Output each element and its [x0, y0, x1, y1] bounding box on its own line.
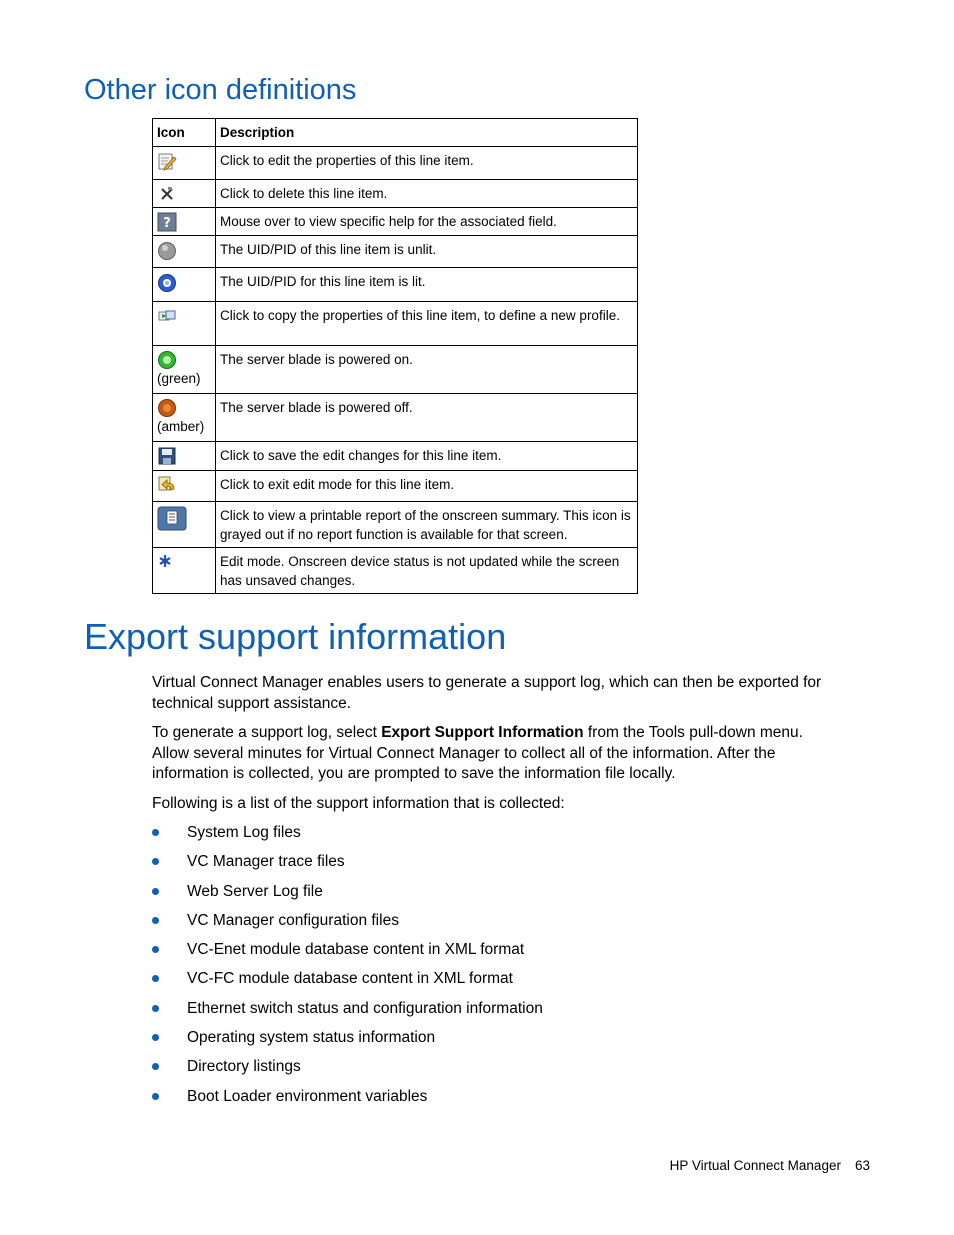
icon-caption: (amber) — [157, 419, 205, 434]
table-row — [153, 346, 638, 394]
power-off-icon — [157, 398, 177, 418]
list-item-text: VC-Enet module database content in XML format — [187, 941, 525, 959]
asterisk-icon — [157, 552, 177, 572]
paragraph-list-intro: Following is a list of the support information that is collected: — [152, 795, 565, 812]
list-item-text: Operating system status information — [187, 1029, 436, 1047]
section-title-icon-definitions: Other icon definitions — [84, 74, 357, 106]
bullet-icon — [152, 1063, 159, 1070]
exit-edit-icon — [157, 475, 177, 495]
copy-icon — [157, 306, 177, 326]
icon-cell — [153, 442, 216, 471]
description-cell: Click to exit edit mode for this line item. — [216, 471, 638, 502]
bullet-icon — [152, 1005, 159, 1012]
description-cell: Click to view a printable report of the onscreen summary. This icon is grayed out if no report function is available for that screen. — [216, 502, 638, 548]
bullet-icon — [152, 1034, 159, 1041]
description-cell: The UID/PID of this line item is unlit. — [216, 236, 638, 268]
edit-icon — [157, 151, 177, 171]
description-cell: Mouse over to view specific help for the associated field. — [216, 208, 638, 236]
icon-cell — [153, 208, 216, 236]
description-cell: Click to delete this line item. — [216, 180, 638, 208]
svg-text:?: ? — [163, 216, 171, 231]
page-footer — [670, 1158, 870, 1173]
list-item — [152, 822, 543, 851]
list-item-text: VC Manager trace files — [187, 853, 345, 871]
bullet-icon — [152, 829, 159, 836]
table-row — [153, 236, 638, 268]
paragraph-instructions-after: from the Tools pull-down menu. Allow several minutes for Virtual Connect Manager to collect all of the information. After the information is collected, you are prompted to save the information file locally. — [152, 724, 803, 782]
description-cell: The server blade is powered on. — [216, 346, 638, 394]
header-description: Description — [216, 119, 638, 147]
description-cell: Edit mode. Onscreen device status is not updated while the screen has unsaved changes. — [216, 548, 638, 594]
icon-cell — [153, 268, 216, 302]
bullet-icon — [152, 888, 159, 895]
description-cell: Click to copy the properties of this line item, to define a new profile. — [216, 302, 638, 346]
save-icon — [157, 446, 177, 466]
list-item — [152, 1086, 543, 1115]
icon-cell — [153, 346, 216, 394]
paragraph-instructions — [152, 723, 842, 785]
list-item-text: Web Server Log file — [187, 882, 323, 900]
table-row — [153, 268, 638, 302]
bullet-icon — [152, 917, 159, 924]
table-row — [153, 394, 638, 442]
list-item-text: Directory listings — [187, 1058, 301, 1076]
icon-cell — [153, 394, 216, 442]
icon-cell — [153, 180, 216, 208]
paragraph-intro: Virtual Connect Manager enables users to generate a support log, which can then be exported for technical support assistance. — [152, 674, 822, 712]
bullet-icon — [152, 975, 159, 982]
list-item-text: Ethernet switch status and configuration information — [187, 999, 543, 1017]
table-row — [153, 502, 638, 548]
icon-cell — [153, 236, 216, 268]
list-item — [152, 881, 543, 910]
header-icon: Icon — [153, 119, 216, 147]
icon-cell — [153, 302, 216, 346]
footer-product: HP Virtual Connect Manager — [669, 1158, 841, 1173]
table-row — [153, 208, 638, 236]
section-title-export-support: Export support information — [84, 616, 507, 657]
icon-cell — [153, 147, 216, 180]
list-item — [152, 1056, 543, 1085]
bullet-icon — [152, 946, 159, 953]
list-item — [152, 851, 543, 880]
table-row — [153, 302, 638, 346]
support-info-list — [152, 822, 543, 1115]
list-item-text: VC-FC module database content in XML format — [187, 970, 513, 988]
list-item-text: System Log files — [187, 824, 301, 841]
menu-item-reference: Export Support Information — [381, 724, 584, 741]
uid-unlit-icon — [157, 240, 177, 260]
power-on-icon — [157, 350, 177, 370]
paragraph-instructions-before: To generate a support log, select — [152, 724, 382, 741]
list-item-text: Boot Loader environment variables — [187, 1087, 428, 1105]
icon-definitions-table — [152, 118, 638, 594]
table-row — [153, 180, 638, 208]
table-row — [153, 548, 638, 594]
table-row — [153, 442, 638, 471]
table-header-row — [153, 119, 638, 147]
report-icon — [157, 506, 187, 532]
icon-cell — [153, 502, 216, 548]
page-number: 63 — [854, 1158, 870, 1173]
table-row — [153, 471, 638, 502]
uid-lit-icon — [157, 272, 177, 292]
table-row — [153, 147, 638, 180]
description-cell: Click to save the edit changes for this line item. — [216, 442, 638, 471]
list-item — [152, 968, 543, 997]
description-cell: The server blade is powered off. — [216, 394, 638, 442]
icon-cell — [153, 548, 216, 594]
help-icon — [157, 212, 177, 232]
delete-icon — [157, 184, 177, 204]
icon-caption: (green) — [157, 371, 201, 386]
description-cell: The UID/PID for this line item is lit. — [216, 268, 638, 302]
list-item — [152, 939, 543, 968]
list-item — [152, 910, 543, 939]
bullet-icon — [152, 1093, 159, 1100]
list-item — [152, 998, 543, 1027]
list-item-text: VC Manager configuration files — [187, 911, 399, 929]
icon-cell — [153, 471, 216, 502]
description-cell: Click to edit the properties of this line item. — [216, 147, 638, 180]
list-item — [152, 1027, 543, 1056]
bullet-icon — [152, 858, 159, 865]
